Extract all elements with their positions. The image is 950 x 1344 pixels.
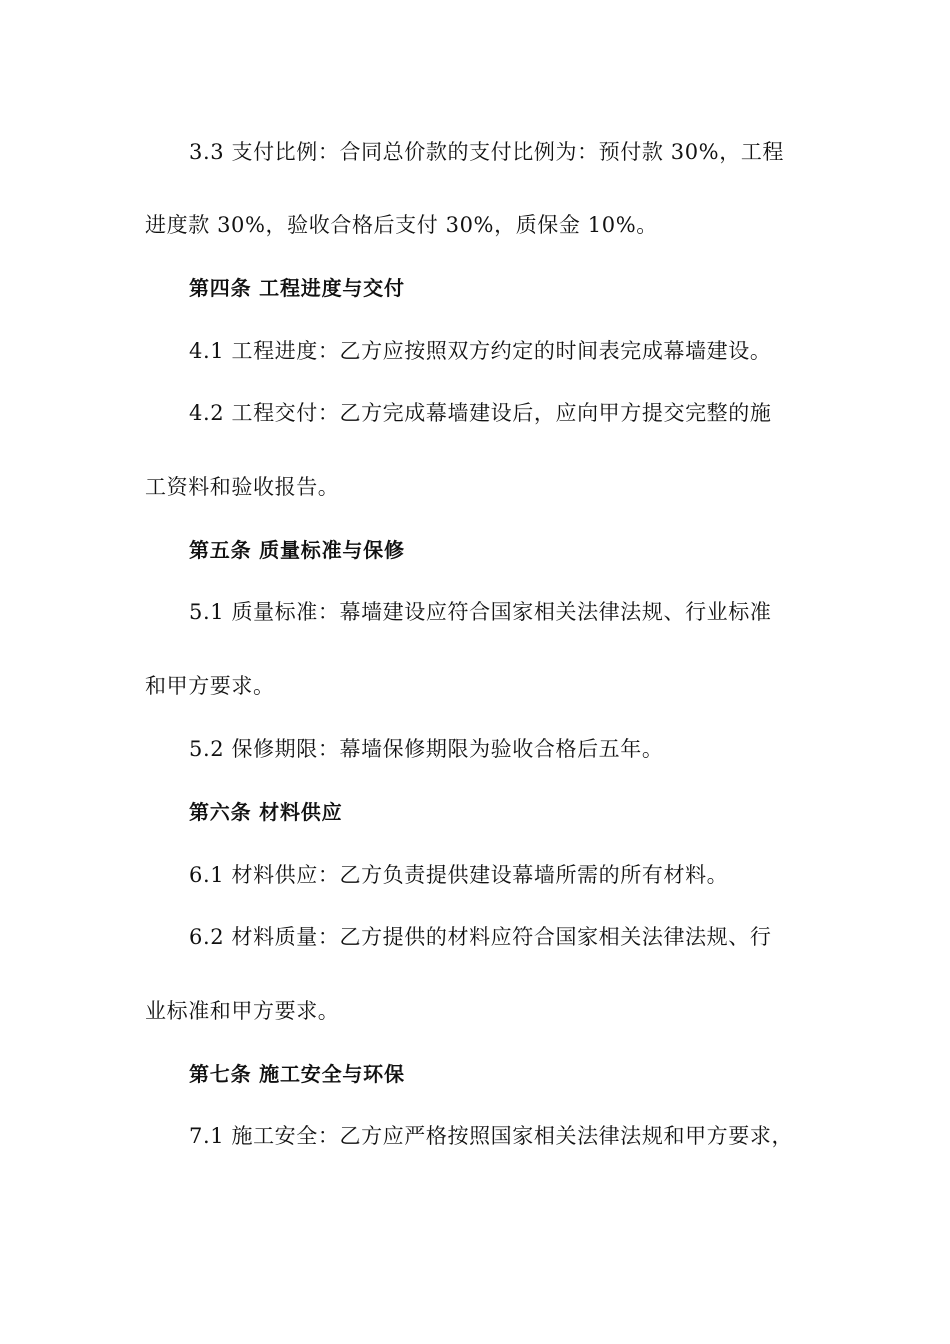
clause-7-1-line-1: 7.1 施工安全：乙方应严格按照国家相关法律法规和甲方要求， [189, 1124, 794, 1148]
clause-4-2-line-1: 4.2 工程交付：乙方完成幕墙建设后，应向甲方提交完整的施 [189, 401, 772, 425]
article-5-heading: 第五条 质量标准与保修 [189, 538, 405, 562]
clause-4-2-line-2: 工资料和验收报告。 [145, 475, 340, 499]
article-7-heading: 第七条 施工安全与环保 [189, 1062, 405, 1086]
clause-4-1: 4.1 工程进度：乙方应按照双方约定的时间表完成幕墙建设。 [189, 339, 772, 363]
clause-3-3-line-2: 进度款 30%，验收合格后支付 30%，质保金 10%。 [145, 213, 658, 237]
clause-6-1: 6.1 材料供应：乙方负责提供建设幕墙所需的所有材料。 [189, 863, 729, 887]
clause-6-2-line-1: 6.2 材料质量：乙方提供的材料应符合国家相关法律法规、行 [189, 925, 772, 949]
clause-5-2: 5.2 保修期限：幕墙保修期限为验收合格后五年。 [189, 737, 664, 761]
clause-5-1-line-2: 和甲方要求。 [145, 674, 275, 698]
article-6-heading: 第六条 材料供应 [189, 800, 343, 824]
clause-5-1-line-1: 5.1 质量标准：幕墙建设应符合国家相关法律法规、行业标准 [189, 600, 772, 624]
clause-3-3-line-1: 3.3 支付比例：合同总价款的支付比例为：预付款 30%，工程 [189, 140, 785, 164]
article-4-heading: 第四条 工程进度与交付 [189, 276, 405, 300]
clause-6-2-line-2: 业标准和甲方要求。 [145, 999, 340, 1023]
